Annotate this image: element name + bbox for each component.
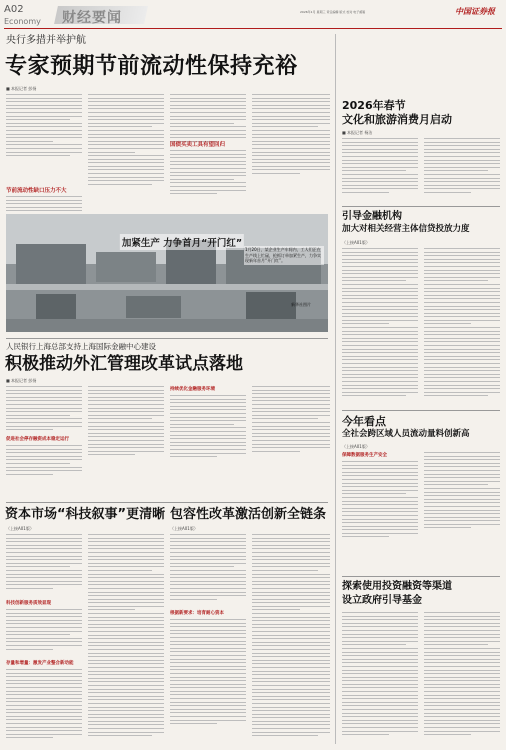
- reform-col-4: [252, 386, 330, 454]
- insurance-byline: （上接A01版）: [342, 444, 370, 449]
- lead-col-3b: [170, 150, 246, 197]
- reform-subhead-1: 促进社会停存融资成本稳定运行: [6, 437, 69, 442]
- reform-col-1b: [6, 445, 82, 477]
- lead-subhead-2: 国债买卖工具有望回归: [170, 142, 226, 148]
- reform-kicker: 人民银行上海总部支持上海国际金融中心建设: [6, 342, 156, 351]
- lead-byline: ■ 本报记者 彭扬: [6, 86, 37, 91]
- fund-rule: [342, 206, 500, 207]
- insurance-subhead-1: 保障数据服务生产安全: [342, 453, 387, 458]
- photo-caption: 1月20日，某企业生产车间内，工人们正在生产线上忙碌，抢抓订单加紧生产，力争实现新年首月“开门红”。: [244, 246, 324, 265]
- explore-rule: [342, 576, 500, 577]
- reform-col-3: [170, 395, 246, 460]
- explore-col-1: [342, 612, 418, 738]
- chain-byline: （上接A01版）: [170, 526, 198, 531]
- column-title: 财经要闻: [62, 10, 122, 26]
- insurance-col-1: [342, 461, 418, 540]
- chain-subhead-1: 根据新要求：培育耐心资本: [170, 611, 224, 616]
- reform-subhead-2: 持续优化金融服务环境: [170, 387, 215, 392]
- lead-subhead-1: 节前流动性缺口压力不大: [6, 188, 67, 194]
- explore-headline-1: 探索使用投资融资等渠道: [342, 581, 452, 592]
- photo-overlay-title: 加紧生产 力争首月“开门红”: [120, 234, 244, 250]
- fund-byline: （上接A01版）: [342, 240, 370, 245]
- masthead-rule: [4, 28, 502, 29]
- fund-col-1: [342, 248, 418, 399]
- factory-photo-illustration: [6, 214, 328, 332]
- lead-col-1: [6, 94, 82, 159]
- photo-credit: 新华社图片: [291, 302, 311, 307]
- lead-headline: 专家预期节前流动性保持充裕: [5, 54, 298, 79]
- lead-col-2: [88, 94, 164, 187]
- page-number: A02: [4, 4, 24, 15]
- date-line: 2026年1月 星期三 责任编辑 版式 校对 电子邮箱: [300, 10, 366, 14]
- culture-col-2: [424, 138, 500, 196]
- reform-byline: ■ 本报记者 彭扬: [6, 378, 37, 383]
- capital-col-1b: [6, 609, 82, 652]
- insurance-rule: [342, 410, 500, 411]
- capital-col-2: [88, 534, 164, 739]
- explore-col-2: [424, 612, 500, 738]
- reform-col-1: [6, 386, 82, 433]
- fund-headline-1: 引导金融机构: [342, 211, 402, 222]
- culture-col-1: [342, 138, 418, 196]
- capital-subhead-1: 科技创新服务质效显现: [6, 601, 51, 606]
- factory-photo: [6, 214, 328, 332]
- capital-col-1: [6, 534, 82, 592]
- capital-rule: [6, 502, 328, 503]
- section-label: Economy: [4, 17, 41, 26]
- capital-headline: 资本市场“科技叙事”更清晰: [5, 507, 166, 522]
- capital-byline: （上接A01版）: [6, 526, 34, 531]
- lead-col-3: [170, 94, 246, 144]
- chain-col-2: [252, 534, 330, 739]
- paper-name: 中国证券报: [455, 7, 495, 16]
- fund-headline-2: 加大对相关经营主体信贷投放力度: [342, 224, 470, 234]
- culture-headline-1: 2026年春节: [342, 99, 406, 112]
- column-divider: [335, 34, 336, 744]
- chain-col-1b: [170, 619, 246, 727]
- reform-rule: [6, 338, 328, 339]
- capital-subhead-2: 存量和增量：激发产业整合新动能: [6, 661, 74, 666]
- culture-headline-2: 文化和旅游消费月启动: [342, 113, 452, 126]
- chain-col-1: [170, 534, 246, 602]
- insurance-headline-1: 今年看点: [342, 415, 386, 428]
- chain-headline: 包容性改革激活创新全链条: [170, 507, 327, 522]
- culture-byline: ■ 本报记者 杨洁: [342, 130, 373, 135]
- lead-kicker: 央行多措并举护航: [6, 35, 86, 46]
- lead-col-4: [252, 94, 330, 177]
- insurance-col-2: [424, 452, 500, 531]
- capital-col-1c: [6, 669, 82, 741]
- explore-headline-2: 设立政府引导基金: [342, 595, 422, 606]
- reform-headline: 积极推动外汇管理改革试点落地: [5, 354, 243, 374]
- reform-col-2: [88, 386, 164, 458]
- insurance-headline-2: 全社会跨区域人员流动量料创新高: [342, 429, 470, 439]
- fund-col-2: [424, 248, 500, 399]
